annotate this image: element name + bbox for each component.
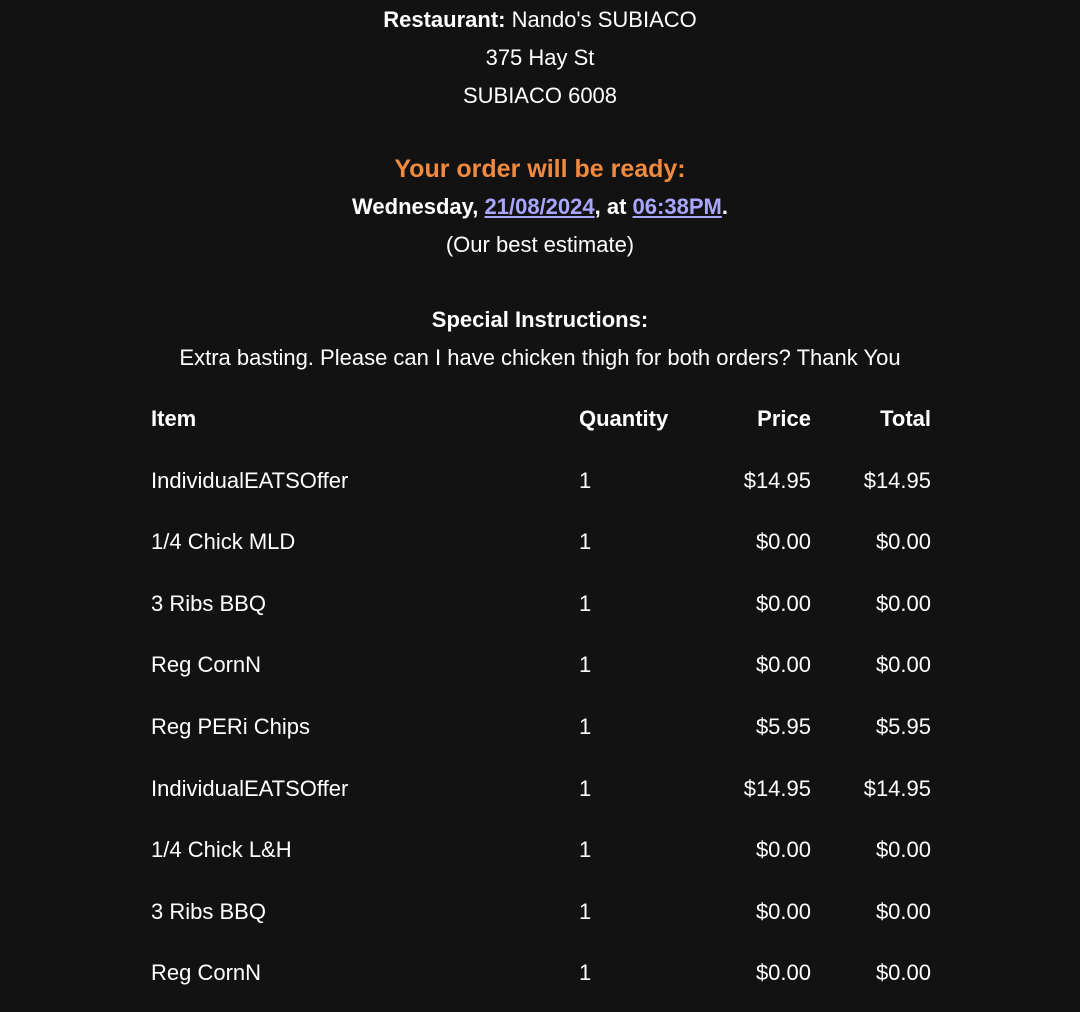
table-row	[151, 696, 931, 758]
item-price: $0.00	[755, 898, 811, 924]
order-items-table	[151, 388, 931, 1004]
item-name: 3 Ribs BBQ	[151, 590, 266, 616]
special-instructions	[0, 301, 1080, 377]
item-name: 1/4 Chick MLD	[151, 529, 296, 555]
table-row	[151, 758, 931, 820]
item-total: $0.00	[875, 529, 931, 555]
item-total: $0.00	[875, 837, 931, 863]
order-ready-info	[0, 150, 1080, 264]
item-quantity: 1	[579, 652, 592, 678]
restaurant-name-line	[0, 1, 1080, 39]
table-row	[151, 511, 931, 573]
table-row	[151, 634, 931, 696]
restaurant-address-line2: SUBIACO 6008	[462, 83, 618, 108]
header-item: Item	[151, 406, 197, 431]
item-total: $0.00	[875, 590, 931, 616]
item-price: $0.00	[755, 590, 811, 616]
item-quantity: 1	[579, 590, 592, 616]
item-total: $0.00	[875, 960, 931, 986]
header-quantity: Quantity	[579, 406, 669, 431]
item-quantity: 1	[579, 713, 592, 739]
item-price: $14.95	[743, 775, 811, 801]
item-quantity: 1	[579, 960, 592, 986]
item-total: $14.95	[863, 775, 931, 801]
item-quantity: 1	[579, 837, 592, 863]
item-price: $14.95	[743, 467, 811, 493]
item-price: $0.00	[755, 529, 811, 555]
item-price: $0.00	[755, 652, 811, 678]
special-instructions-heading: Special Instructions:	[431, 307, 649, 332]
restaurant-label: Restaurant:	[383, 7, 506, 32]
item-total: $14.95	[863, 467, 931, 493]
item-name: Reg CornN	[151, 652, 262, 678]
item-name: IndividualEATSOffer	[151, 775, 349, 801]
item-name: 3 Ribs BBQ	[151, 898, 266, 924]
table-row	[151, 942, 931, 1004]
item-total: $0.00	[875, 652, 931, 678]
header-price: Price	[757, 406, 811, 431]
item-price: $5.95	[755, 713, 811, 739]
item-quantity: 1	[579, 775, 592, 801]
item-total: $0.00	[875, 898, 931, 924]
item-price: $0.00	[755, 837, 811, 863]
order-ready-date-link[interactable]: 21/08/2024	[484, 194, 595, 219]
table-header-row	[151, 388, 931, 450]
item-quantity: 1	[579, 529, 592, 555]
item-quantity: 1	[579, 467, 592, 493]
table-row	[151, 450, 931, 512]
order-ready-heading: Your order will be ready:	[394, 155, 686, 183]
restaurant-name: Nando's SUBIACO	[511, 7, 697, 32]
order-ready-period: .	[721, 194, 728, 219]
order-ready-day: Wednesday,	[352, 194, 479, 219]
special-instructions-text: Extra basting. Please can I have chicken thigh for both orders? Thank You	[179, 345, 901, 370]
item-name: Reg PERi Chips	[151, 713, 310, 739]
table-row	[151, 819, 931, 881]
item-name: Reg CornN	[151, 960, 262, 986]
order-ready-at: , at	[594, 194, 627, 219]
item-quantity: 1	[579, 898, 592, 924]
table-row	[151, 881, 931, 943]
table-row	[151, 573, 931, 635]
order-ready-datetime	[0, 188, 1080, 226]
restaurant-address-line1: 375 Hay St	[485, 45, 595, 70]
header-total: Total	[880, 406, 931, 431]
order-ready-time-link[interactable]: 06:38PM	[632, 194, 722, 219]
order-ready-estimate-note: (Our best estimate)	[445, 232, 635, 257]
item-total: $5.95	[875, 713, 931, 739]
restaurant-info	[0, 1, 1080, 115]
item-name: 1/4 Chick L&H	[151, 837, 292, 863]
item-name: IndividualEATSOffer	[151, 467, 349, 493]
item-price: $0.00	[755, 960, 811, 986]
